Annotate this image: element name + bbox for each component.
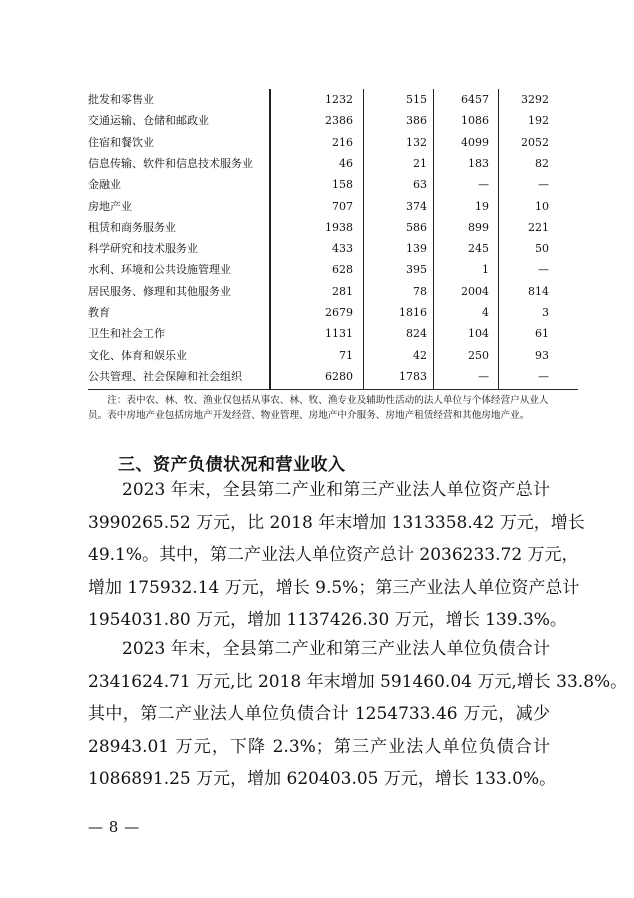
row-industry-label: 交通运输、仓储和邮政业: [88, 114, 209, 128]
row-value-c3: —: [478, 369, 489, 383]
table-row: [88, 196, 578, 217]
row-value-c1: 1232: [325, 93, 353, 106]
row-value-c4: 93: [535, 348, 549, 362]
row-industry-label: 金融业: [88, 178, 121, 192]
row-value-c1: 6280: [325, 369, 353, 383]
row-value-c4: 3292: [521, 93, 549, 106]
paragraph-line: 3990265.52 万元，比 2018 年末增加 1313358.42 万元，增长: [88, 512, 585, 533]
row-value-c1: 707: [332, 199, 353, 213]
row-value-c3: 4099: [461, 135, 489, 149]
paragraph-line: 增加 175932.14 万元，增长 9.5%；第三产业法人单位资产总计: [88, 577, 580, 598]
table-row: [88, 366, 578, 387]
row-industry-label: 租赁和商务服务业: [88, 220, 176, 234]
row-value-c4: 192: [528, 114, 549, 128]
row-value-c3: 104: [468, 327, 489, 341]
row-industry-label: 公共管理、社会保障和社会组织: [88, 369, 242, 383]
table-row: [88, 132, 578, 153]
row-value-c1: 46: [339, 156, 353, 170]
row-value-c3: 899: [468, 220, 489, 234]
row-value-c2: 42: [413, 348, 427, 362]
row-value-c2: 1816: [399, 306, 427, 319]
row-industry-label: 水利、环境和公共设施管理业: [88, 263, 231, 277]
row-industry-label: 批发和零售业: [88, 93, 154, 106]
row-value-c4: 50: [535, 242, 549, 256]
table-row: [88, 217, 578, 238]
row-value-c3: 1: [482, 263, 489, 277]
row-value-c4: —: [538, 263, 549, 277]
table-row: [88, 174, 578, 195]
row-value-c1: 2386: [325, 114, 353, 128]
row-value-c3: 2004: [461, 284, 489, 298]
row-value-c2: 386: [406, 114, 427, 128]
row-value-c3: 6457: [461, 93, 489, 106]
paragraph-liabilities: [88, 633, 628, 796]
row-industry-label: 教育: [88, 306, 110, 319]
row-value-c2: 515: [406, 93, 427, 106]
page-number: — 8 —: [88, 818, 140, 836]
section-title: 三、资产负债状况和营业收入: [118, 455, 346, 475]
row-value-c1: 628: [332, 263, 353, 277]
row-value-c1: 1938: [325, 220, 353, 234]
row-value-c3: 245: [468, 242, 489, 256]
paragraph-line: 49.1%。其中，第二产业法人单位资产总计 2036233.72 万元，: [88, 545, 579, 565]
row-value-c2: 63: [413, 178, 427, 192]
row-industry-label: 住宿和餐饮业: [88, 135, 154, 149]
row-industry-label: 信息传输、软件和信息技术服务业: [88, 156, 253, 170]
row-value-c1: 433: [332, 242, 353, 256]
row-value-c2: 824: [406, 327, 427, 341]
paragraph-line: 2023 年末，全县第二产业和第三产业法人单位负债合计: [122, 639, 550, 659]
paragraph-line: 其中，第二产业法人单位负债合计 1254733.46 万元，减少: [88, 704, 550, 724]
row-industry-label: 科学研究和技术服务业: [88, 242, 198, 256]
row-value-c1: 281: [332, 284, 353, 298]
row-industry-label: 居民服务、修理和其他服务业: [88, 284, 231, 298]
row-value-c3: 4: [482, 306, 489, 319]
row-value-c1: 71: [339, 348, 353, 362]
row-value-c2: 1783: [399, 369, 427, 383]
row-value-c3: 250: [468, 348, 489, 362]
row-value-c4: 10: [535, 199, 549, 213]
row-value-c4: 2052: [521, 135, 549, 149]
row-value-c4: —: [538, 369, 549, 383]
row-value-c3: 19: [475, 199, 489, 213]
table-row: [88, 345, 578, 366]
row-value-c1: 2679: [325, 306, 353, 319]
row-value-c4: —: [538, 178, 549, 192]
row-value-c2: 139: [406, 242, 427, 256]
paragraph-assets: [88, 474, 585, 637]
row-value-c4: 61: [535, 327, 549, 341]
row-value-c2: 132: [406, 135, 427, 149]
row-value-c2: 78: [413, 284, 427, 298]
table-row: [88, 153, 578, 174]
table-bottom-rule: [88, 389, 578, 390]
row-value-c1: 1131: [325, 327, 353, 341]
table-row: [88, 110, 578, 131]
row-value-c2: 586: [406, 220, 427, 234]
table-note: 注：表中农、林、牧、渔业仅包括从事农、林、牧、渔专业及辅助性活动的法人单位与个体经营户从业人员。表中房地产业包括房地产开发经营、物业管理、房地产中介服务、房地产租赁经营和其他房地产业。: [88, 395, 549, 421]
row-value-c4: 3: [542, 306, 549, 319]
paragraph-line: 28943.01 万元，下降 2.3%；第三产业法人单位负债合计: [88, 736, 550, 757]
paragraph-line: 1086891.25 万元，增加 620403.05 万元，增长 133.0%。: [88, 769, 557, 789]
row-value-c2: 395: [406, 263, 427, 277]
row-value-c2: 21: [413, 156, 427, 170]
table-row: [88, 281, 578, 302]
table-row: [88, 259, 578, 280]
row-value-c3: 1086: [461, 114, 489, 128]
row-value-c3: —: [478, 178, 489, 192]
row-value-c4: 221: [528, 220, 549, 234]
row-industry-label: 卫生和社会工作: [88, 327, 165, 341]
row-value-c4: 82: [535, 156, 549, 170]
row-value-c4: 814: [528, 284, 549, 298]
paragraph-line: 1954031.80 万元，增加 1137426.30 万元，增长 139.3%。: [88, 610, 567, 630]
paragraph-line: 2341624.71 万元,比 2018 年末增加 591460.04 万元,增长 33.8%。: [88, 671, 628, 692]
table-row: [88, 238, 578, 259]
table-row: [88, 89, 578, 110]
row-value-c3: 183: [468, 156, 489, 170]
row-industry-label: 房地产业: [88, 199, 132, 213]
table-row: [88, 302, 578, 323]
row-industry-label: 文化、体育和娱乐业: [88, 348, 187, 362]
row-value-c1: 216: [332, 135, 353, 149]
row-value-c1: 158: [332, 178, 353, 192]
paragraph-line: 2023 年末，全县第二产业和第三产业法人单位资产总计: [122, 480, 550, 500]
row-value-c2: 374: [406, 199, 427, 213]
table-row: [88, 323, 578, 344]
